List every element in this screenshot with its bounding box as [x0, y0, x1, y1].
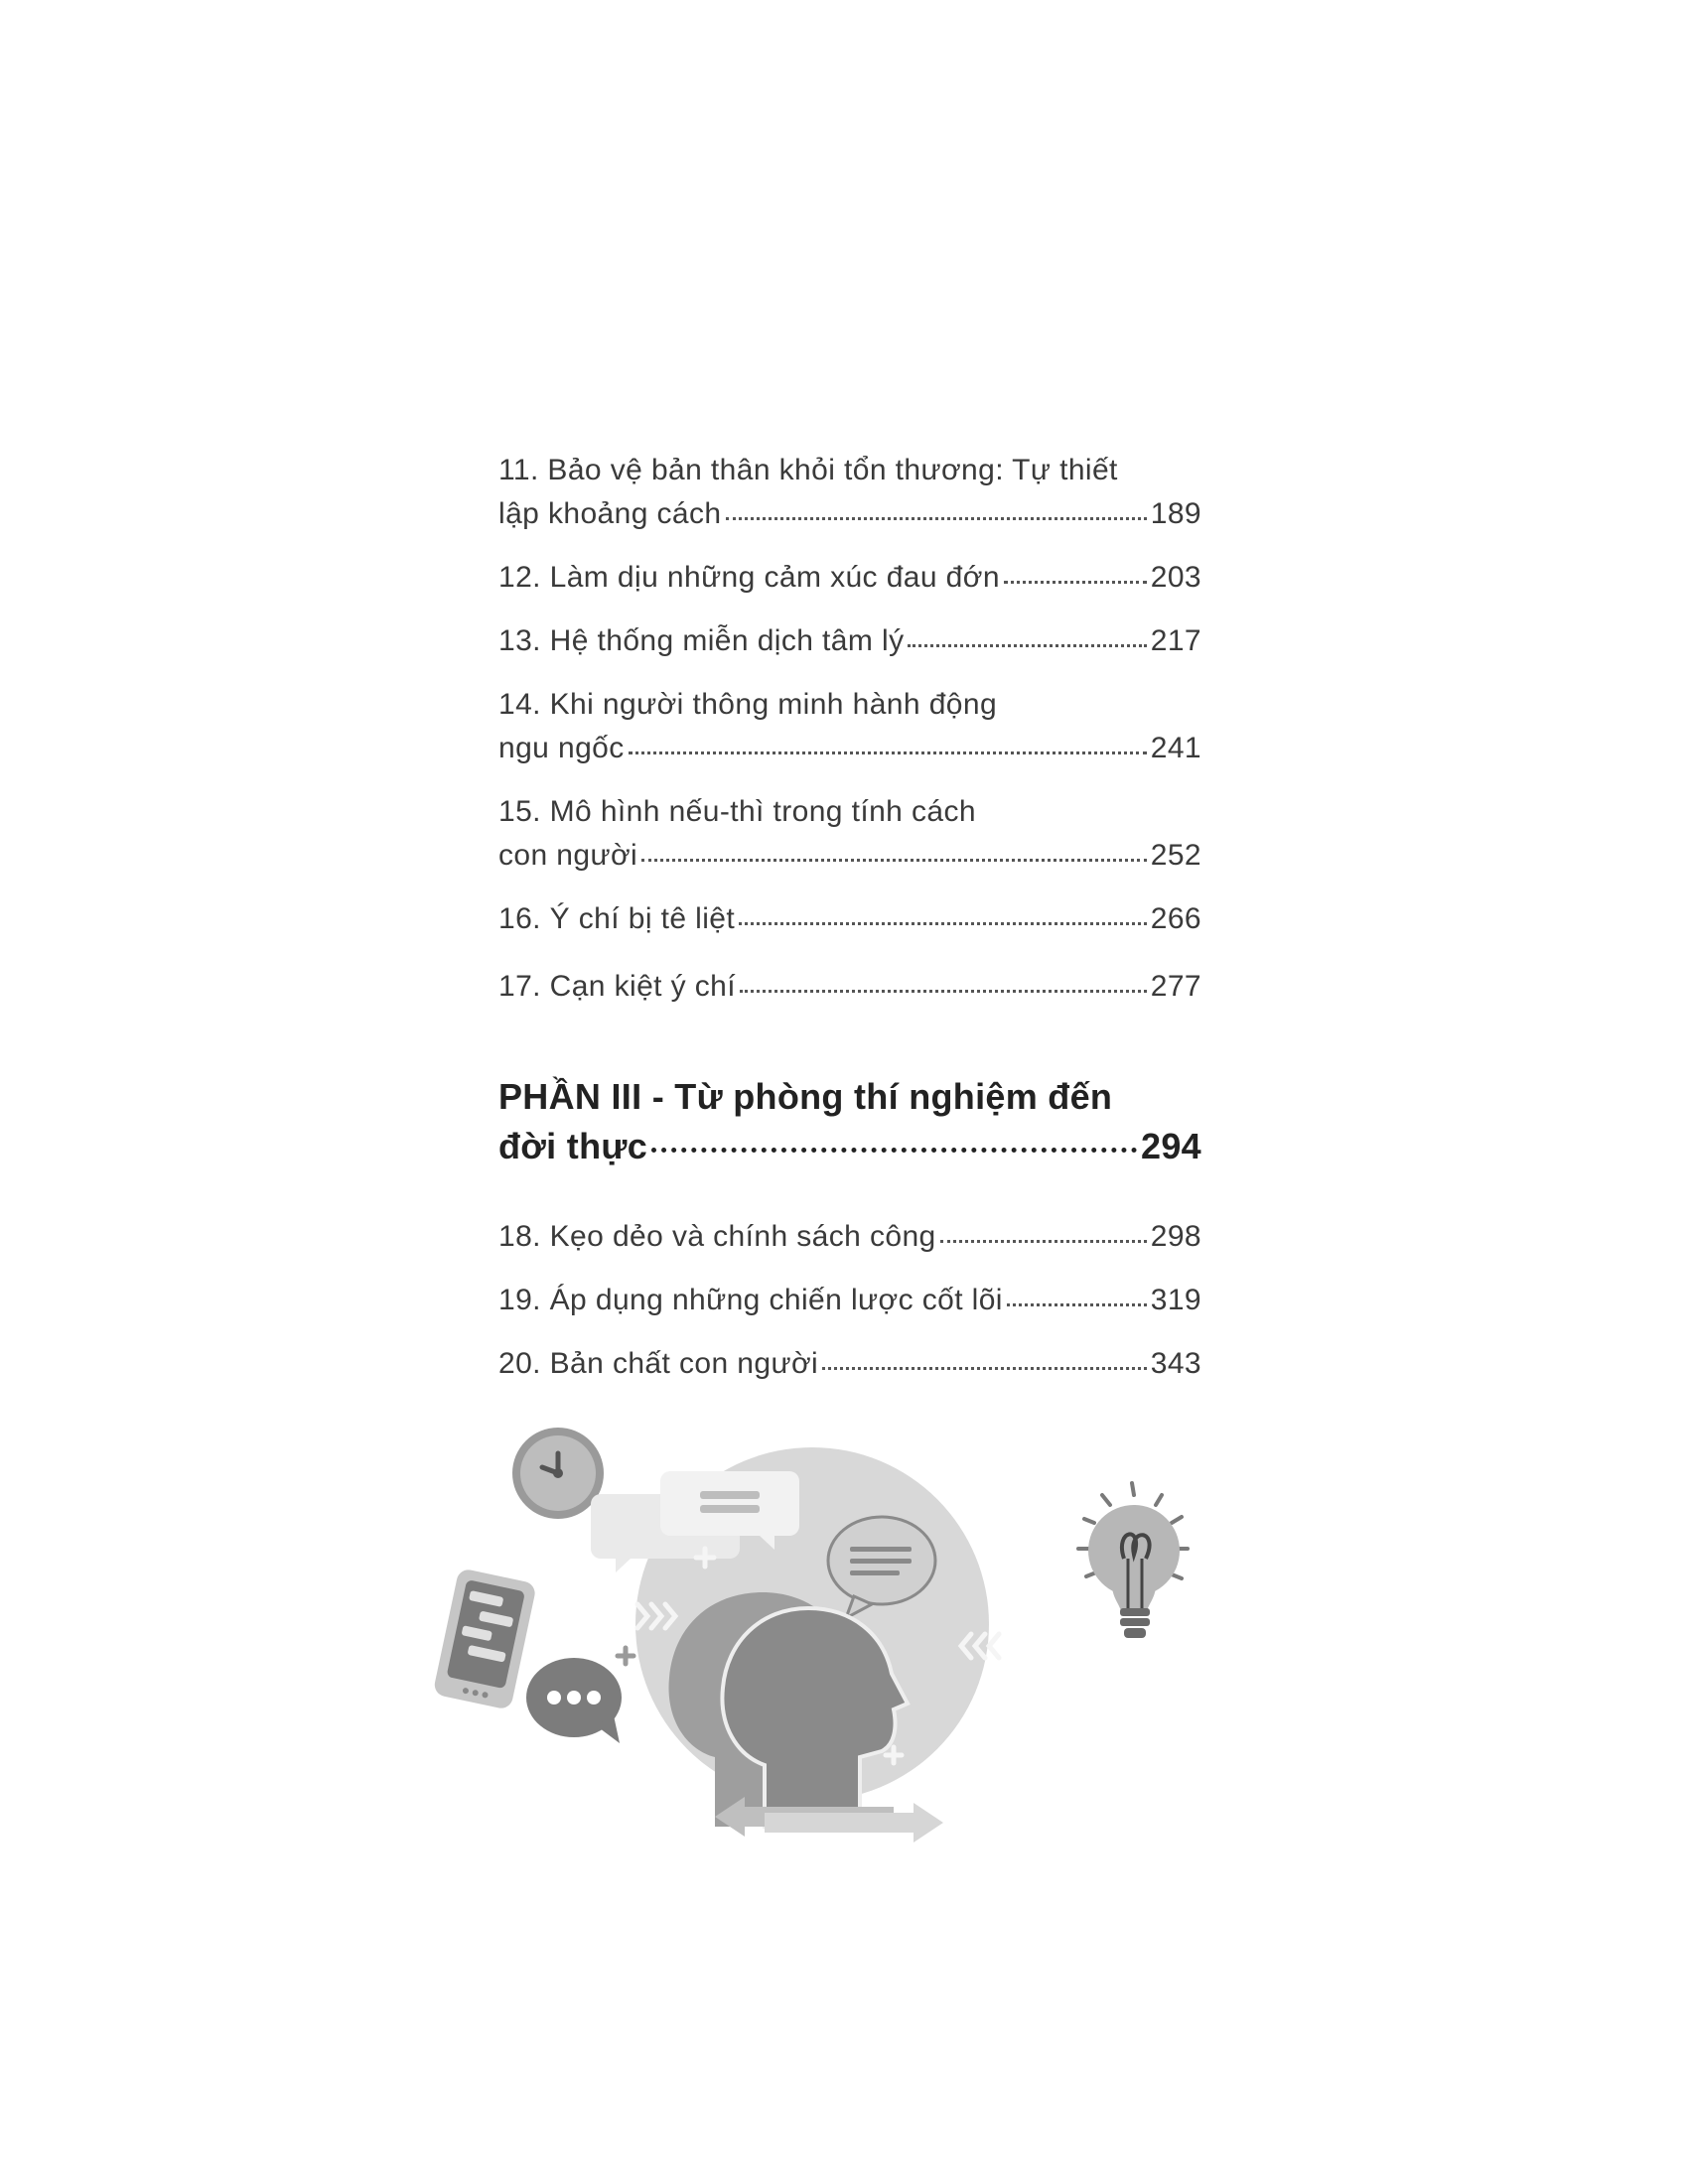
toc-entry-16[interactable] — [498, 897, 1201, 941]
plus-icon — [618, 1648, 633, 1664]
dot-leader — [1007, 1280, 1147, 1309]
toc-entry-19[interactable] — [498, 1279, 1201, 1322]
table-of-contents — [498, 449, 1201, 1386]
toc-entry-title: 13. Hệ thống miễn dịch tâm lý — [498, 624, 905, 657]
page-number: 294 — [1141, 1126, 1201, 1166]
toc-entry-title: ngu ngốc — [498, 732, 625, 764]
toc-entry-title: 19. Áp dụng những chiến lược cốt lõi — [498, 1284, 1003, 1316]
toc-entry-title: lập khoảng cách — [498, 497, 722, 530]
page-number: 298 — [1150, 1220, 1201, 1253]
dot-leader — [739, 898, 1147, 928]
toc-entry-15[interactable] — [498, 790, 1201, 878]
toc-entry-title-line: 14. Khi người thông minh hành động — [498, 688, 998, 721]
toc-entry-14[interactable] — [498, 683, 1201, 770]
phone-chat-icon — [433, 1568, 537, 1710]
toc-entry-title: 18. Kẹo dẻo và chính sách công — [498, 1220, 936, 1253]
lightbulb-icon — [1078, 1483, 1188, 1638]
psychology-illustration — [417, 1410, 1231, 1886]
toc-entry-12[interactable] — [498, 556, 1201, 600]
dot-leader — [940, 1216, 1147, 1246]
toc-entry-13[interactable] — [498, 619, 1201, 663]
toc-entry-title-line: 15. Mô hình nếu-thì trong tính cách — [498, 795, 976, 828]
page-number: 319 — [1150, 1284, 1201, 1316]
toc-entry-title: 16. Ý chí bị tê liệt — [498, 902, 736, 935]
toc-entry-title-line: 11. Bảo vệ bản thân khỏi tổn thương: Tự thiết — [498, 454, 1118, 486]
dot-leader — [908, 620, 1146, 650]
toc-part-3[interactable] — [498, 1072, 1201, 1171]
dot-leader — [822, 1343, 1147, 1373]
page-number: 203 — [1150, 561, 1201, 594]
page-number: 277 — [1150, 970, 1201, 1003]
page-number: 217 — [1150, 624, 1201, 657]
toc-entry-11[interactable] — [498, 449, 1201, 536]
clock-icon — [512, 1428, 604, 1519]
page-number: 241 — [1150, 732, 1201, 764]
page-number: 343 — [1150, 1347, 1201, 1380]
dot-leader — [629, 728, 1147, 757]
dot-leader — [726, 493, 1147, 523]
dot-leader — [641, 835, 1147, 865]
toc-entry-title: 17. Cạn kiệt ý chí — [498, 970, 736, 1003]
page-number: 189 — [1150, 497, 1201, 530]
toc-entry-20[interactable] — [498, 1342, 1201, 1386]
part-title-line: PHẦN III - Từ phòng thí nghiệm đến — [498, 1076, 1113, 1117]
page-number: 252 — [1150, 839, 1201, 872]
dot-leader — [740, 966, 1147, 996]
toc-entry-17[interactable] — [498, 965, 1201, 1009]
page-number: 266 — [1150, 902, 1201, 935]
dot-leader — [1004, 557, 1147, 587]
dot-leader — [651, 1123, 1137, 1159]
toc-entry-title: 20. Bản chất con người — [498, 1347, 819, 1380]
toc-entry-title: con người — [498, 839, 638, 872]
toc-entry-18[interactable] — [498, 1215, 1201, 1259]
speech-bubble-icon — [526, 1658, 622, 1743]
toc-entry-title: 12. Làm dịu những cảm xúc đau đớn — [498, 561, 1000, 594]
part-title: đời thực — [498, 1126, 648, 1166]
